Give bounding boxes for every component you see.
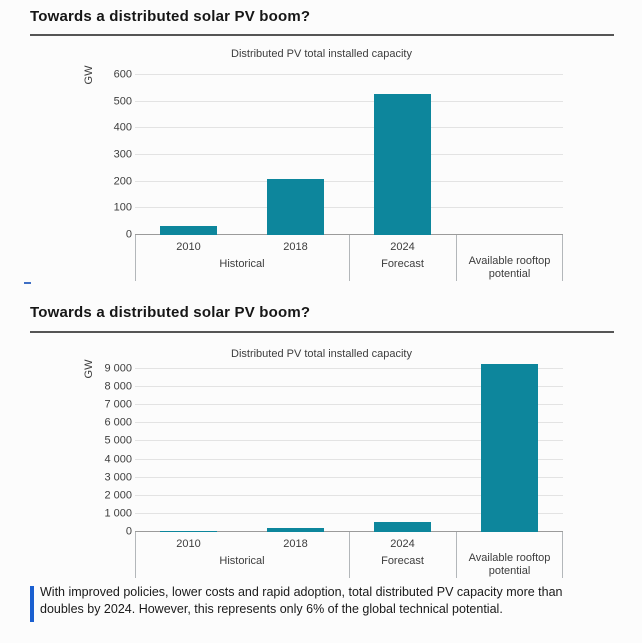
y-tick-label: 7 000: [104, 398, 132, 411]
slide-title-1: Towards a distributed solar PV boom?: [30, 8, 311, 25]
chart-title: Distributed PV total installed capacity: [231, 48, 412, 60]
bar-2018: [267, 179, 324, 235]
y-tick-label: 1 000: [104, 507, 132, 520]
title-underline-2: [30, 331, 614, 333]
y-tick-label: 600: [113, 68, 132, 81]
y-tick-label: 200: [113, 175, 132, 188]
x-tick-label-2018: 2018: [283, 241, 308, 253]
x-axis-group-label: Historical: [219, 258, 265, 270]
gridline: [135, 127, 563, 128]
gridline: [135, 74, 563, 75]
y-axis-unit-label: GW: [82, 359, 95, 379]
x-axis-group-label: Available rooftop potential: [468, 255, 551, 281]
y-axis: [78, 65, 134, 241]
x-axis-group-label: Forecast: [381, 555, 424, 567]
bar-2024: [374, 94, 431, 235]
x-tick-label-2024: 2024: [390, 241, 415, 253]
caption-text: With improved policies, lower costs and rapid adoption, total distributed PV capacity more than doubles by 2024. However, this represents only 6% of the global technical potential.: [40, 585, 563, 616]
stray-dash-artifact: [24, 282, 31, 284]
x-tick-label-2010: 2010: [176, 241, 201, 253]
chart-distributed-pv-capacity-top: [0, 44, 642, 288]
y-tick-label: 300: [113, 148, 132, 161]
gridline: [135, 181, 563, 182]
chart-title: Distributed PV total installed capacity: [231, 348, 412, 360]
plot-area: [135, 75, 563, 235]
gridline: [135, 154, 563, 155]
bar-available-rooftop-potential: [481, 364, 538, 532]
y-tick-label: 3 000: [104, 471, 132, 484]
bar-2024: [374, 522, 431, 532]
y-tick-label: 4 000: [104, 453, 132, 466]
y-tick-label: 400: [113, 121, 132, 134]
y-axis: [78, 353, 134, 538]
slide-title-2: Towards a distributed solar PV boom?: [30, 304, 311, 321]
x-axis-group-label: Available rooftop potential: [468, 552, 551, 578]
y-tick-label: 2 000: [104, 489, 132, 502]
title-underline-1: [30, 34, 614, 36]
y-tick-label: 500: [113, 95, 132, 108]
x-axis-group-label: Forecast: [381, 258, 424, 270]
y-tick-label: 0: [125, 525, 132, 538]
x-tick-label-2018: 2018: [283, 538, 308, 550]
x-axis: [135, 235, 563, 281]
plot-area: [135, 353, 563, 532]
y-tick-label: 100: [113, 201, 132, 214]
chart-distributed-pv-capacity-bottom: [0, 340, 642, 580]
gridline: [135, 207, 563, 208]
bar-2010: [160, 226, 217, 235]
gridline: [135, 101, 563, 102]
x-tick-label-2024: 2024: [390, 538, 415, 550]
y-tick-label: 9 000: [104, 362, 132, 375]
x-axis: [135, 532, 563, 578]
x-axis-group-label: Historical: [219, 555, 265, 567]
x-tick-label-2010: 2010: [176, 538, 201, 550]
y-axis-unit-label: GW: [82, 65, 95, 85]
y-tick-label: 6 000: [104, 416, 132, 429]
y-tick-label: 5 000: [104, 434, 132, 447]
y-tick-label: 8 000: [104, 380, 132, 393]
caption-accent-bar: [30, 586, 34, 622]
y-tick-label: 0: [125, 228, 132, 241]
